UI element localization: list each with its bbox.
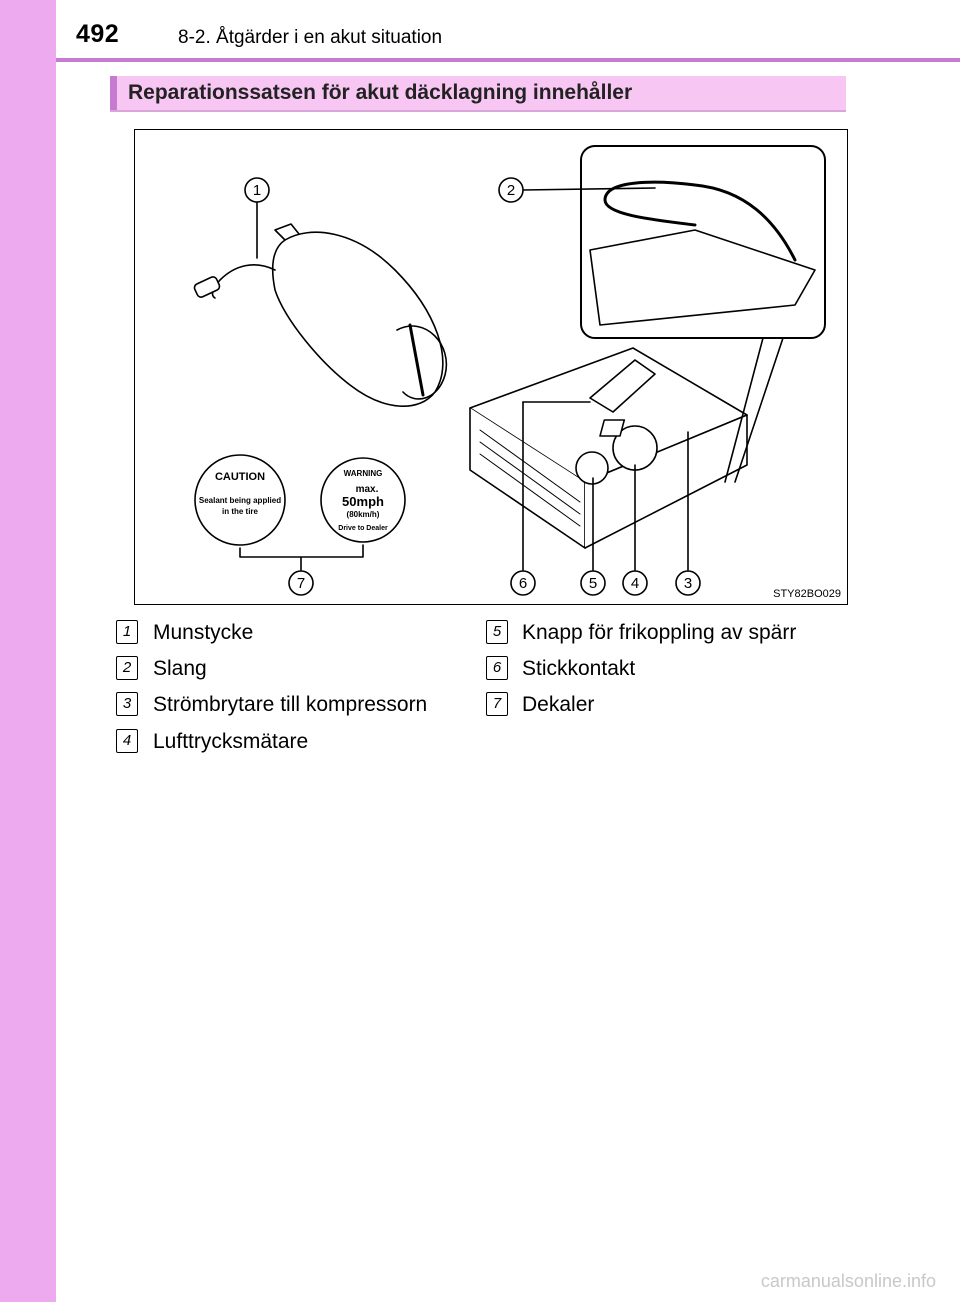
legend-label-5: Knapp för frikoppling av spärr bbox=[522, 621, 797, 644]
legend-label-3: Strömbrytare till kompressorn bbox=[153, 693, 428, 716]
side-band bbox=[0, 0, 56, 1302]
caution-head: CAUTION bbox=[214, 471, 266, 483]
kit-drawing bbox=[135, 130, 847, 604]
legend-num-7: 7 bbox=[486, 692, 508, 716]
header-rule bbox=[56, 58, 960, 62]
page-number: 492 bbox=[76, 20, 120, 48]
warning-foot: Drive to Dealer bbox=[338, 525, 388, 532]
bottle-body bbox=[273, 232, 443, 406]
bottle-hose bbox=[213, 265, 275, 298]
callout-4: 4 bbox=[630, 575, 640, 592]
callout-2: 2 bbox=[506, 182, 516, 199]
compressor-switch bbox=[600, 420, 624, 436]
top-band bbox=[0, 0, 960, 58]
watermark: carmanualsonline.info bbox=[760, 1271, 936, 1291]
callout-5: 5 bbox=[588, 575, 598, 592]
warning-speed: 50mph bbox=[342, 494, 384, 509]
legend-num-1: 1 bbox=[116, 620, 138, 644]
bottle-nozzle bbox=[193, 276, 221, 299]
top-band-left bbox=[0, 0, 56, 58]
callout-3: 3 bbox=[683, 575, 693, 592]
callout-1: 1 bbox=[252, 182, 262, 199]
legend-label-2: Slang bbox=[153, 657, 207, 680]
legend-label-7: Dekaler bbox=[522, 693, 595, 716]
legend-num-3: 3 bbox=[116, 692, 138, 716]
compressor-release-button bbox=[576, 452, 608, 484]
box-header-accent bbox=[110, 76, 117, 110]
legend-num-6: 6 bbox=[486, 656, 508, 680]
legend-num-5: 5 bbox=[486, 620, 508, 644]
box-title: Reparationssatsen för akut däcklagning innehåller bbox=[128, 81, 633, 104]
warning-max: max. bbox=[355, 484, 379, 495]
inset-leader-2 bbox=[735, 338, 783, 482]
legend-label-1: Munstycke bbox=[153, 621, 254, 644]
figure-code: STY82BO029 bbox=[773, 588, 841, 600]
inset-frame bbox=[581, 146, 825, 338]
callout-7: 7 bbox=[296, 575, 306, 592]
legend-label-4: Lufttrycksmätare bbox=[153, 730, 309, 753]
caution-line-2: in the tire bbox=[221, 507, 259, 516]
callout-6: 6 bbox=[518, 575, 528, 592]
legend-label-6: Stickkontakt bbox=[522, 657, 636, 680]
caution-line-1: Sealant being applied bbox=[198, 496, 282, 505]
warning-head: WARNING bbox=[343, 469, 383, 478]
sticker-bracket bbox=[240, 545, 363, 570]
warning-kmh: (80km/h) bbox=[346, 510, 380, 519]
legend-num-4: 4 bbox=[116, 729, 138, 753]
kit-illustration bbox=[134, 129, 848, 605]
box-header bbox=[110, 76, 846, 112]
section-title: 8-2. Åtgärder i en akut situation bbox=[178, 27, 443, 48]
legend-num-2: 2 bbox=[116, 656, 138, 680]
